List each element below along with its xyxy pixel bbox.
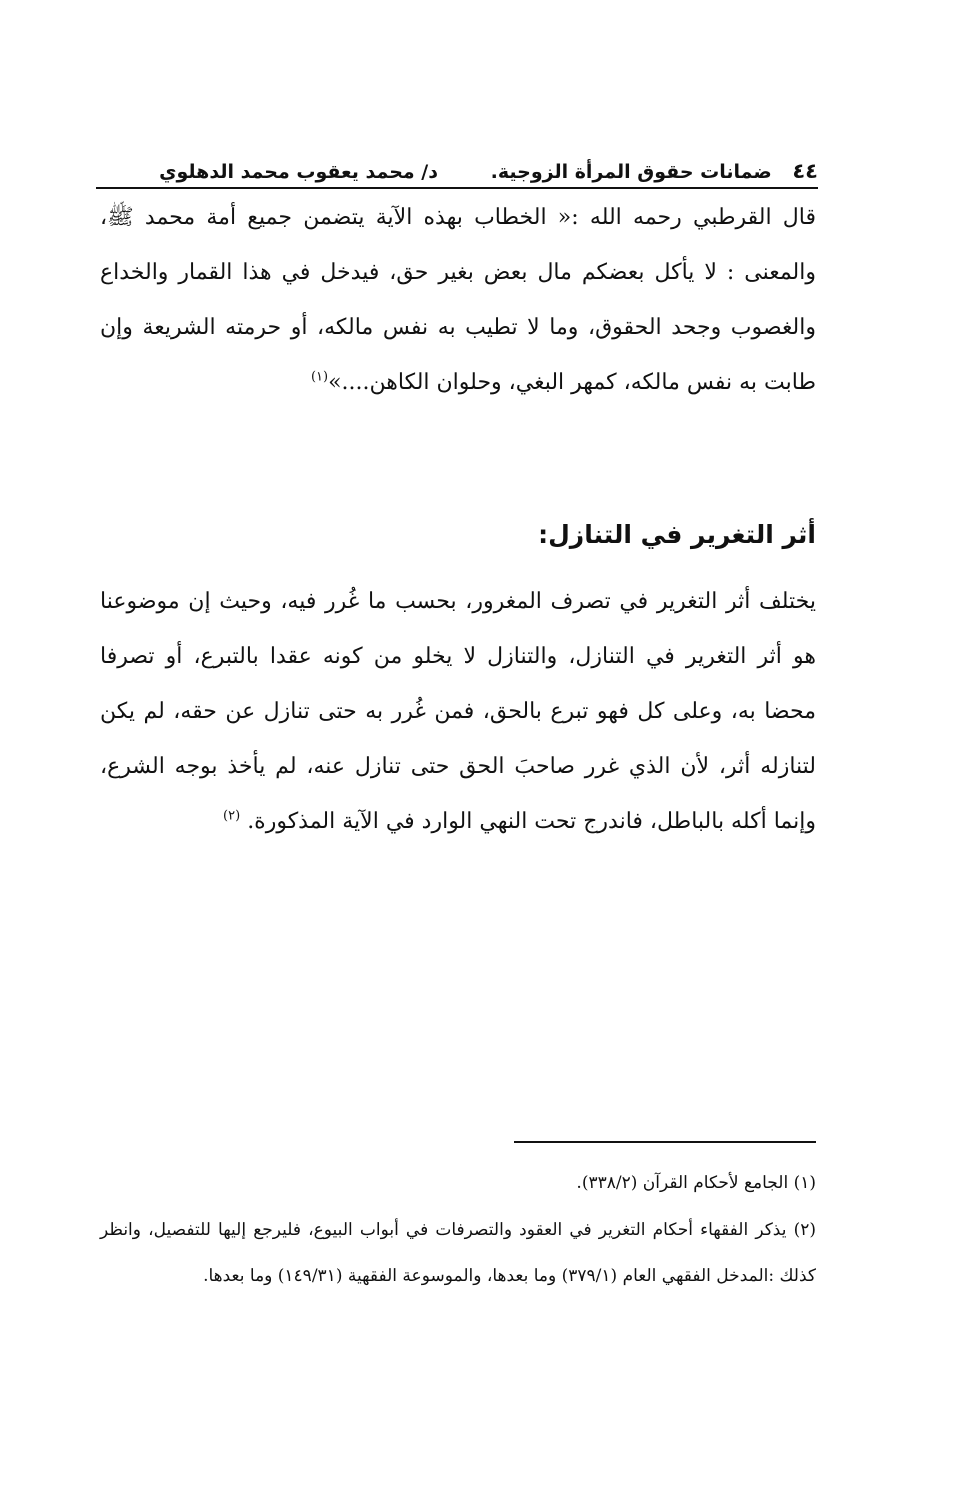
footnotes	[100, 1160, 816, 1299]
header-rule	[96, 187, 818, 189]
page-number: ٤٤	[792, 159, 818, 183]
footnote-ref-2[interactable]: (٢)	[223, 808, 241, 824]
book-title: ضمانات حقوق المرأة الزوجية.	[490, 161, 772, 183]
author-name: د/ محمد يعقوب محمد الدهلوي	[159, 161, 438, 183]
footnote-ref-1[interactable]: (١)	[310, 369, 329, 385]
section-heading: أثر التغرير في التنازل:	[538, 520, 816, 549]
analysis-paragraph	[100, 574, 816, 849]
footnote-1: (١) الجامع لأحكام القرآن (٣٣٨/٢).	[576, 1173, 816, 1193]
quote-text: قال القرطبي رحمه الله :« الخطاب بهذه الآية يتضمن جميع أمة محمد ﷺ، والمعنى : لا يأكل بعضكم مال بعض بغير حق، فيدخل في هذا القمار والخداع والغصوب وجحد الحقوق، وما لا تطيب به نفس مالكه، أو حرمته الشريعة وإن طابت به نفس مالكه، كمهر البغي، وحلوان الكاهن....»	[100, 205, 816, 395]
footnote-2: (٢) يذكر الفقهاء أحكام التغرير في العقود والتصرفات في أبواب البيوع، فليرجع إليها للتفصيل، وانظر كذلك :المدخل الفقهي العام (٣٧٩/١) وما بعدها، والموسوعة الفقهية (١٤٩/٣١) وما بعدها.	[100, 1220, 816, 1286]
analysis-text: يختلف أثر التغرير في تصرف المغرور، بحسب ما غُرر فيه، وحيث إن موضوعنا هو أثر التغرير في التنازل، والتنازل لا يخلو من كونه عقدا بالتبرع، أو تصرفا محضا به، وعلى كل فهو تبرع بالحق، فمن غُرر به حتى تنازل عن حقه، لم يكن لتنازله أثر، لأن الذي غرر صاحبَ الحق حتى تنازل عنه، لم يأخذ بوجه الشرع، وإنما أكله بالباطل، فاندرج تحت النهي الوارد في الآية المذكورة.	[100, 589, 816, 834]
footnote-separator	[514, 1141, 816, 1143]
quote-paragraph	[100, 190, 816, 410]
running-header	[96, 154, 818, 188]
